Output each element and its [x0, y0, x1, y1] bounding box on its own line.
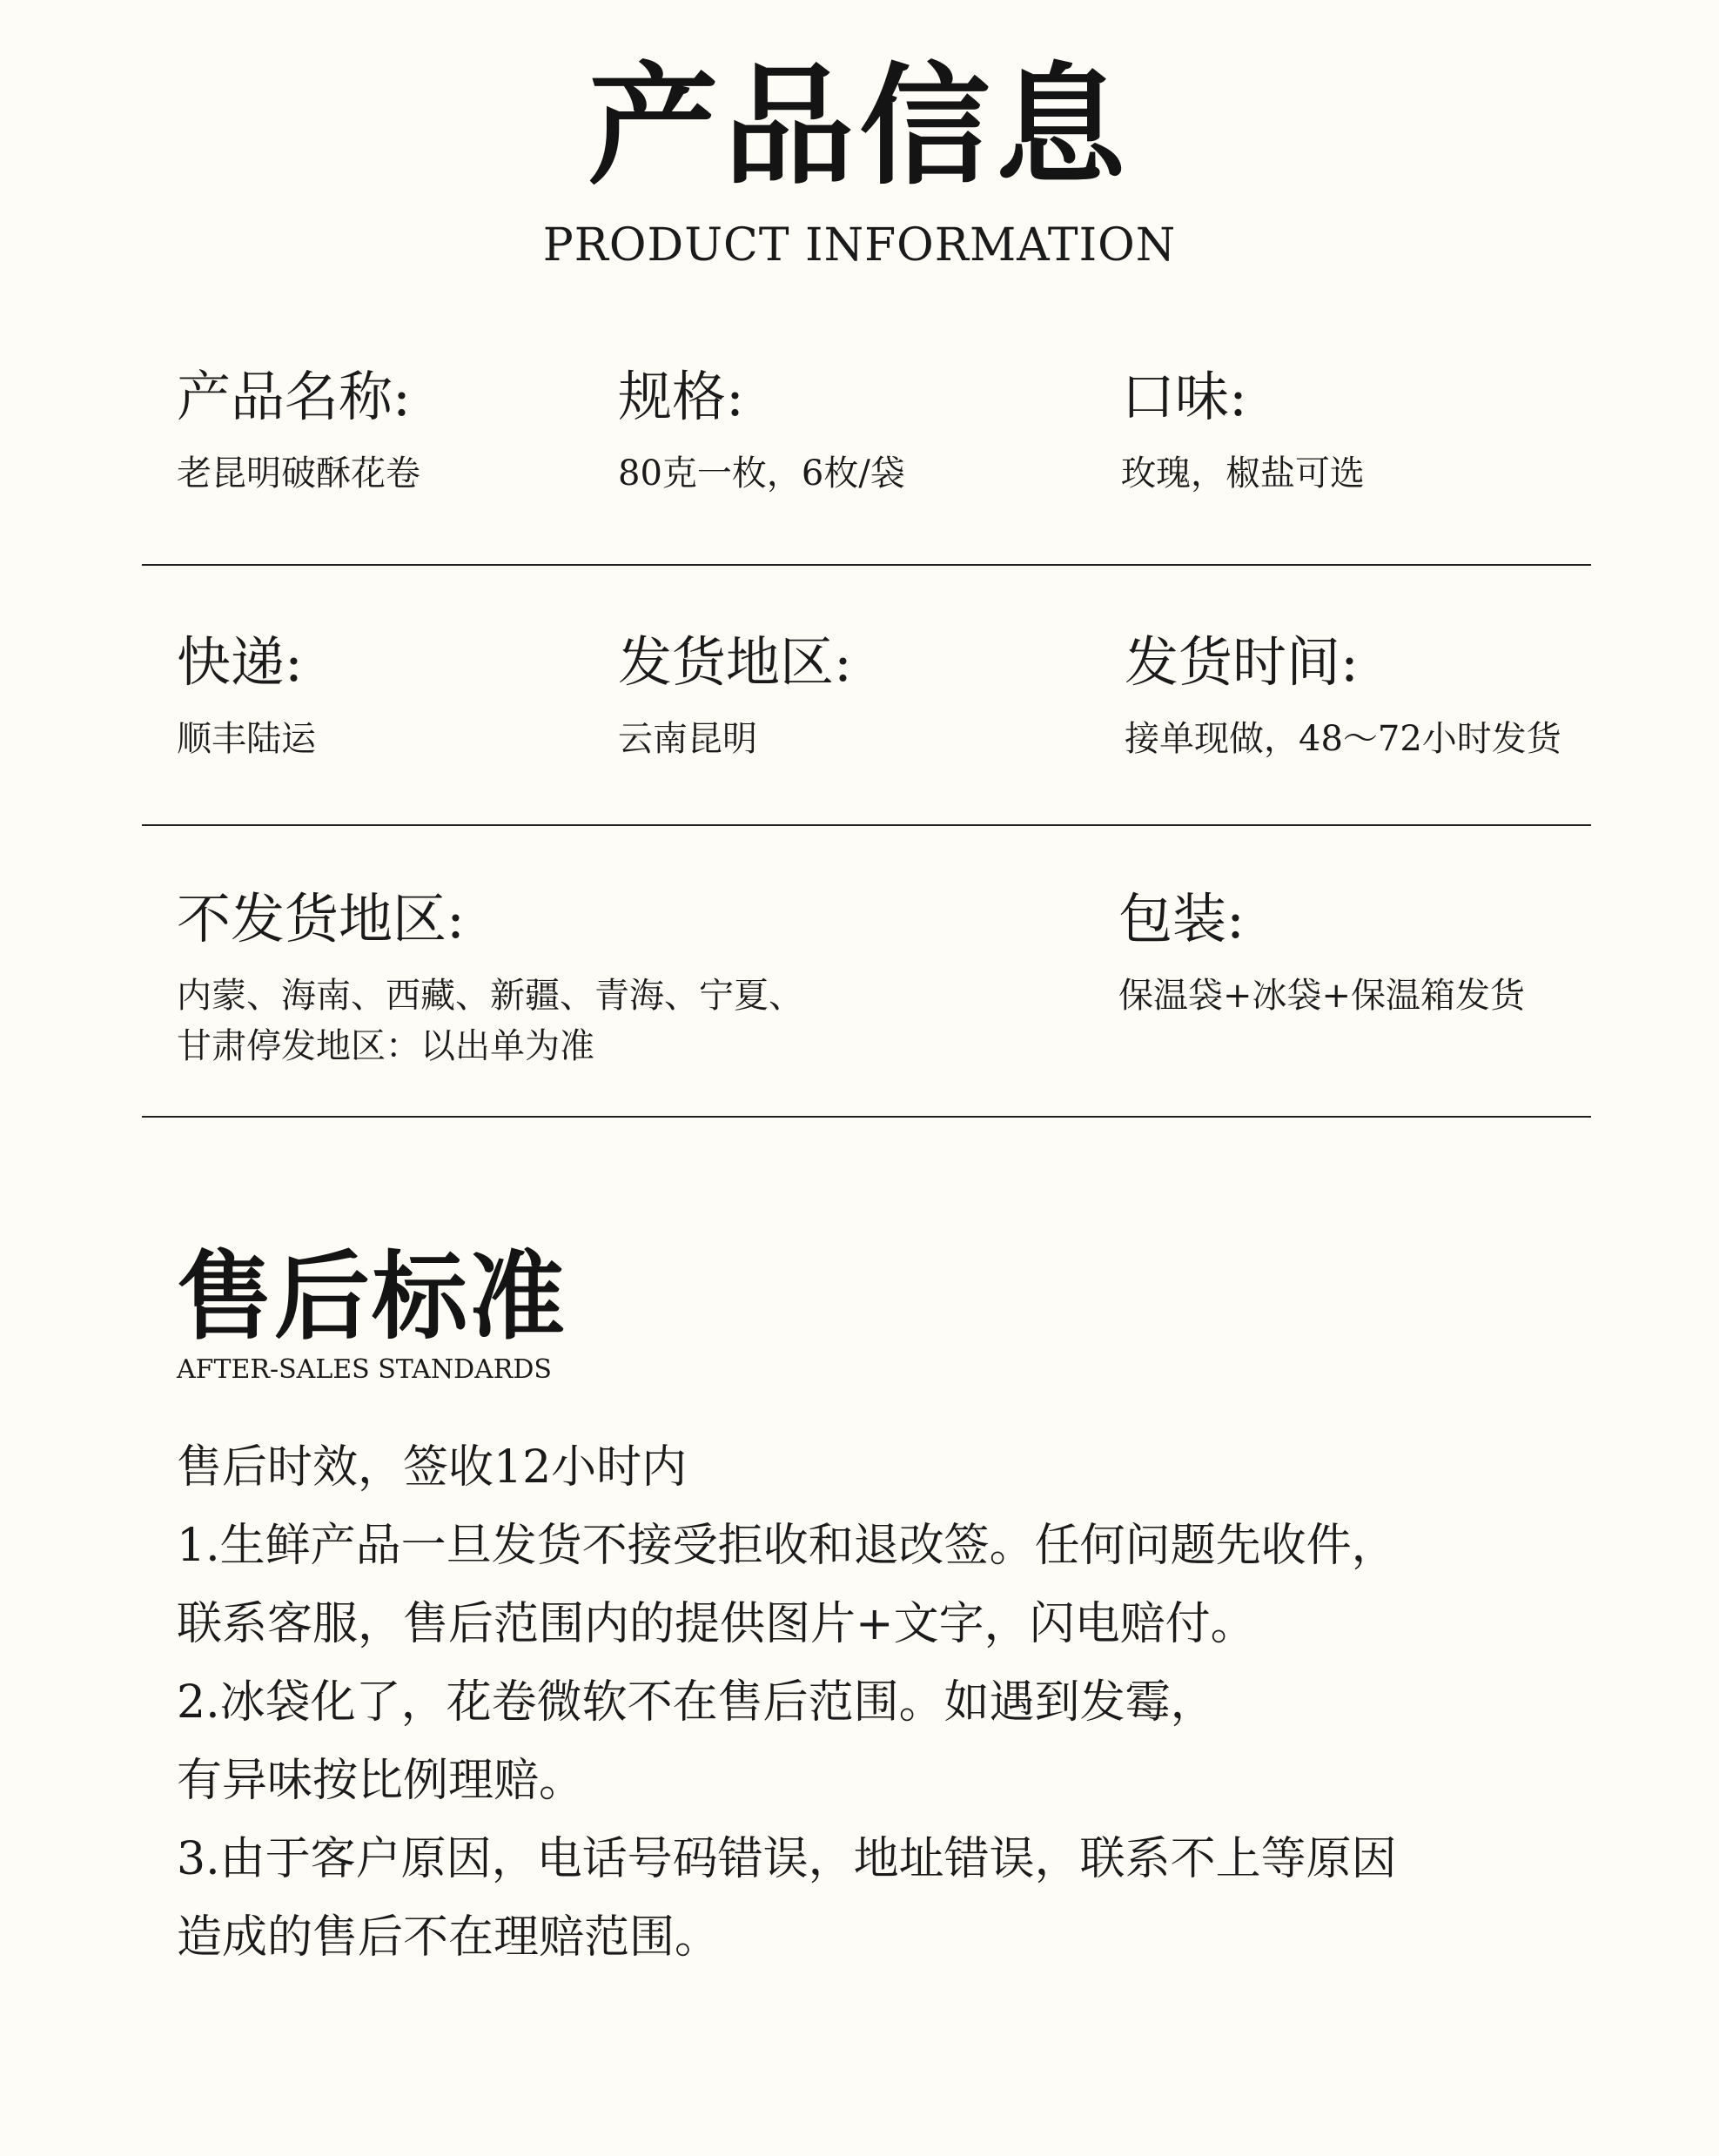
divider	[142, 824, 1591, 826]
after-sales-line: 联系客服，售后范围内的提供图片+文字，闪电赔付。	[177, 1598, 1256, 1650]
info-label: 产品名称:	[177, 365, 411, 428]
page-title: 产品信息	[588, 50, 1131, 203]
info-value: 云南昆明	[618, 719, 757, 759]
info-cell-ship-from	[618, 630, 852, 762]
info-label: 包装:	[1118, 887, 1245, 950]
info-value: 玫瑰，椒盐可选	[1121, 453, 1365, 494]
info-value-line: 内蒙、海南、西藏、新疆、青海、宁夏、	[177, 976, 803, 1016]
after-sales-line: 3.由于客户原因，电话号码错误，地址错误，联系不上等原因	[177, 1833, 1397, 1885]
info-cell-no-ship-regions	[177, 887, 890, 1071]
info-cell-flavor	[1121, 365, 1365, 497]
info-label: 口味:	[1121, 365, 1247, 428]
info-value: 老昆明破酥花卷	[177, 453, 420, 494]
after-sales-section	[177, 1240, 1613, 1977]
info-cell-product-name	[177, 365, 420, 497]
info-value: 保温袋+冰袋+保温箱发货	[1118, 976, 1526, 1016]
page-subtitle: PRODUCT INFORMATION	[542, 219, 1177, 272]
info-label: 发货地区:	[618, 630, 852, 694]
info-value: 顺丰陆运	[177, 719, 316, 759]
section-title: 售后标准	[177, 1240, 567, 1353]
info-value: 80克一枚，6枚/袋	[618, 453, 905, 494]
after-sales-text	[177, 1428, 1613, 1977]
info-value-line: 甘肃停发地区：以出单为准	[177, 1026, 594, 1066]
info-cell-ship-time	[1125, 630, 1561, 762]
after-sales-line: 造成的售后不在理赔范围。	[177, 1911, 721, 1964]
page-header	[0, 50, 1719, 272]
info-label: 快递:	[177, 630, 303, 694]
info-label: 规格:	[618, 365, 744, 428]
after-sales-line: 有异味按比例理赔。	[177, 1755, 585, 1807]
info-value	[177, 971, 890, 1071]
after-sales-line: 售后时效，签收12小时内	[177, 1441, 688, 1494]
divider	[142, 1116, 1591, 1118]
section-subtitle: AFTER-SALES STANDARDS	[177, 1354, 552, 1385]
info-cell-packaging	[1118, 887, 1526, 1019]
after-sales-line: 2.冰袋化了，花卷微软不在售后范围。如遇到发霉，	[177, 1676, 1216, 1729]
info-cell-spec	[618, 365, 905, 497]
info-value: 接单现做，48～72小时发货	[1125, 719, 1561, 759]
divider	[142, 564, 1591, 566]
info-label: 发货时间:	[1125, 630, 1359, 694]
info-label: 不发货地区:	[177, 887, 465, 950]
info-cell-courier	[177, 630, 316, 762]
after-sales-line: 1.生鲜产品一旦发货不接受拒收和退改签。任何问题先收件，	[177, 1520, 1397, 1572]
